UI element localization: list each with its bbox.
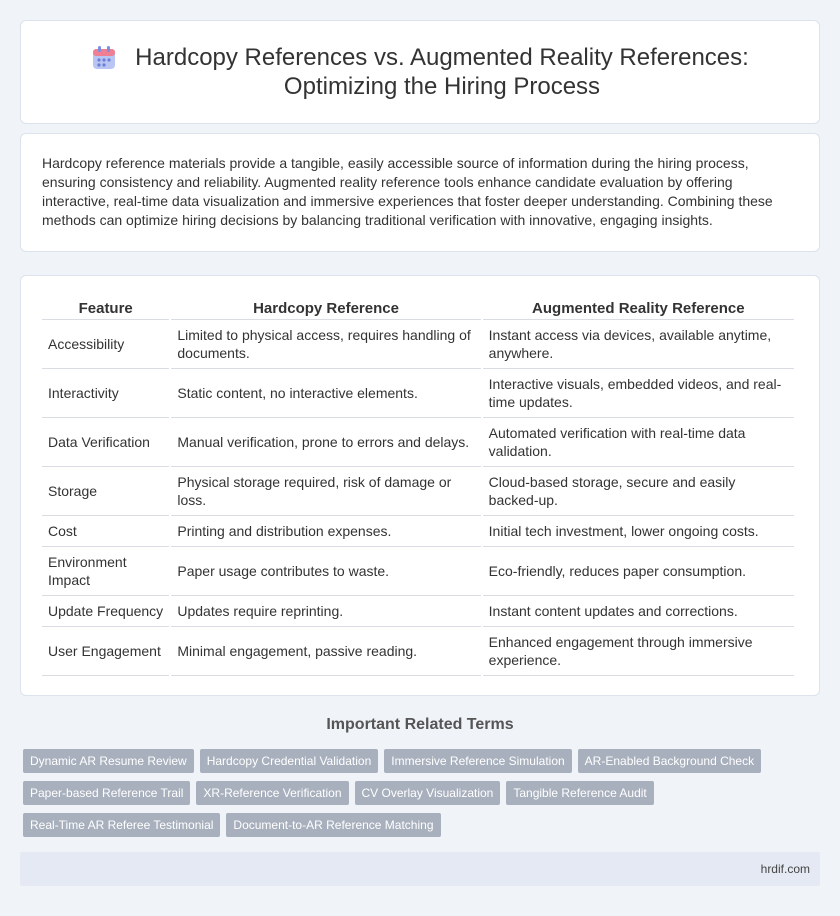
ar-cell: Initial tech investment, lower ongoing costs. [483, 516, 794, 547]
intro-paragraph: Hardcopy reference materials provide a tangible, easily accessible source of information during the hiring process, ensuring consistency and reliability. Augmented reality reference tools enhance candidate evaluation by offering interactive, real-time data visualization and immersive experiences that foster deeper understanding. Combining these methods can optimize hiring decisions by balancing traditional verification with innovative, engaging insights. [42, 155, 773, 228]
ar-cell: Interactive visuals, embedded videos, and real-time updates. [483, 369, 794, 418]
ar-cell: Eco-friendly, reduces paper consumption. [483, 547, 794, 596]
feature-cell: Interactivity [42, 369, 169, 418]
feature-cell: Data Verification [42, 418, 169, 467]
table-row [42, 320, 794, 369]
related-term-tag[interactable]: AR-Enabled Background Check [578, 749, 761, 773]
page-title-line1: Hardcopy References vs. Augmented Reality References: [135, 44, 749, 71]
related-term-tag[interactable]: Real-Time AR Referee Testimonial [23, 813, 220, 837]
feature-cell: Storage [42, 467, 169, 516]
footer [20, 852, 820, 886]
table-row [42, 627, 794, 676]
ar-cell: Automated verification with real-time data validation. [483, 418, 794, 467]
related-term-tag[interactable]: XR-Reference Verification [196, 781, 348, 805]
page-title-line2: Optimizing the Hiring Process [283, 73, 601, 100]
hardcopy-cell: Updates require reprinting. [171, 596, 480, 627]
feature-cell: Accessibility [42, 320, 169, 369]
table-row [42, 596, 794, 627]
table-row [42, 547, 794, 596]
related-term-tag[interactable]: CV Overlay Visualization [355, 781, 501, 805]
intro-card [20, 133, 820, 252]
related-terms-list [23, 749, 823, 837]
ar-cell: Enhanced engagement through immersive experience. [483, 627, 794, 676]
comparison-card [20, 275, 820, 696]
related-term-tag[interactable]: Dynamic AR Resume Review [23, 749, 194, 773]
hardcopy-cell: Static content, no interactive elements. [171, 369, 480, 418]
feature-cell: Cost [42, 516, 169, 547]
table-row [42, 516, 794, 547]
hardcopy-cell: Paper usage contributes to waste. [171, 547, 480, 596]
related-term-tag[interactable]: Tangible Reference Audit [506, 781, 653, 805]
table-row [42, 418, 794, 467]
hardcopy-cell: Limited to physical access, requires handling of documents. [171, 320, 480, 369]
ar-cell: Instant access via devices, available anytime, anywhere. [483, 320, 794, 369]
ar-cell: Cloud-based storage, secure and easily backed-up. [483, 467, 794, 516]
comparison-table [40, 294, 796, 676]
feature-cell: User Engagement [42, 627, 169, 676]
header-hardcopy: Hardcopy Reference [171, 294, 480, 320]
page-title [135, 43, 749, 101]
header-feature: Feature [42, 294, 169, 320]
hardcopy-cell: Minimal engagement, passive reading. [171, 627, 480, 676]
title-card [20, 20, 820, 124]
feature-cell: Environment Impact [42, 547, 169, 596]
hardcopy-cell: Manual verification, prone to errors and delays. [171, 418, 480, 467]
hardcopy-cell: Physical storage required, risk of damage or loss. [171, 467, 480, 516]
feature-cell: Update Frequency [42, 596, 169, 627]
header-ar: Augmented Reality Reference [483, 294, 794, 320]
table-row [42, 369, 794, 418]
related-term-tag[interactable]: Immersive Reference Simulation [384, 749, 571, 773]
table-header-row [42, 294, 794, 320]
related-term-tag[interactable]: Hardcopy Credential Validation [200, 749, 379, 773]
ar-cell: Instant content updates and corrections. [483, 596, 794, 627]
related-term-tag[interactable]: Paper-based Reference Trail [23, 781, 190, 805]
table-row [42, 467, 794, 516]
hardcopy-cell: Printing and distribution expenses. [171, 516, 480, 547]
related-terms-heading: Important Related Terms [326, 716, 514, 733]
footer-site-link[interactable]: hrdif.com [760, 862, 810, 876]
calendar-icon [91, 45, 117, 71]
related-term-tag[interactable]: Document-to-AR Reference Matching [226, 813, 440, 837]
